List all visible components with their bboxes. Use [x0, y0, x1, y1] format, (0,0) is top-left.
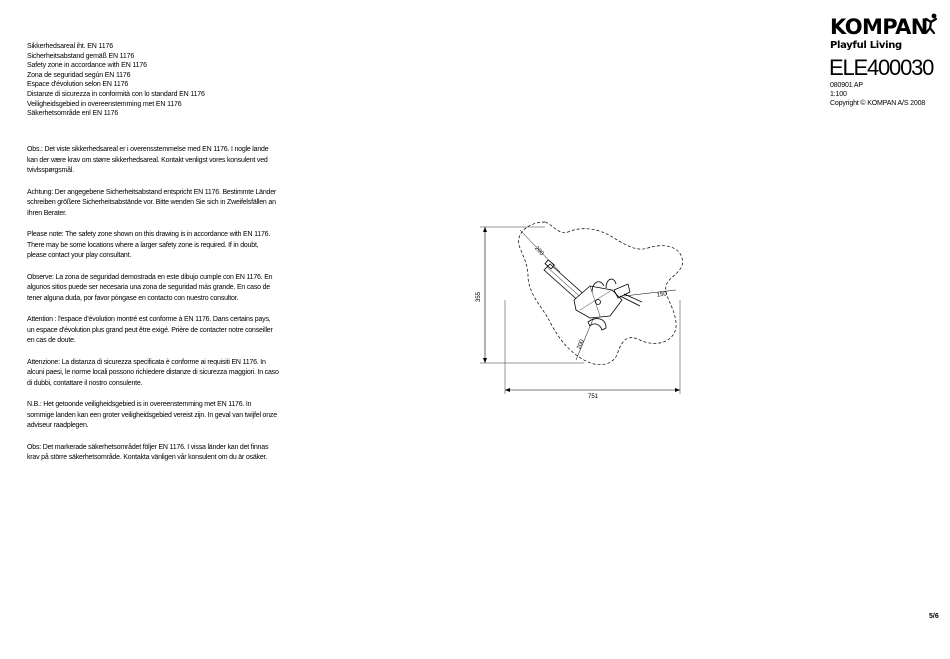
width-dimension-label: 751	[587, 394, 599, 400]
note-en: Please note: The safety zone shown on this drawing is in accordance with EN 1176. There may be some locations where a larger safety zone is required. If in doubt, please contact your play consultant.	[27, 231, 271, 259]
height-dimension	[480, 227, 584, 363]
note-it: Attenzione: La distanza di sicurezza specificata è conforme ai requisiti EN 1176. In alcuni paesi, le norme locali possono richiedere distanze di sicurezza maggiori. In caso di dubbi, contattare il nostro consulente.	[27, 358, 279, 387]
safety-zone-label-fr: Espace d'évolution selon EN 1176	[27, 81, 129, 89]
copyright-text: Copyright © KOMPAN A/S 2008	[830, 99, 926, 107]
logo-text: KOMPAN	[830, 15, 928, 39]
note-fr: Attention : l'espace d'évolution montré est conforme à EN 1176. Dans certains pays, un espace d'évolution plus grand peut être exigé. Prière de contacter notre conseiller en cas de doute.	[27, 316, 273, 344]
brand-tagline: Playful Living	[830, 40, 902, 51]
note-da: Obs.: Det viste sikkerhedsareal er i overensstemmelse med EN 1176. I nogle lande kan der være krav om større sikkerhedsareal. Kontakt venligst vores konsulent ved tvivlsspørgsmål.	[27, 146, 269, 174]
safety-zone-label-nl: Veiligheidsgebied in overeenstemming met EN 1176	[27, 100, 182, 108]
safety-zone-label-es: Zona de seguridad según EN 1176	[27, 71, 131, 79]
product-code: ELE400030	[829, 55, 934, 80]
radius-label-right: 150	[656, 291, 668, 299]
safety-zone-label-sv: Säkerhetsområde enl EN 1176	[27, 110, 119, 118]
note-de: Achtung: Der angegebene Sicherheitsabstand entspricht EN 1176. Bestimmte Länder schreiben größere Sicherheitsabstände vor. Bitte wenden Sie sich in Zweifelsfällen an Ihren Berater.	[27, 188, 277, 217]
note-sv: Obs: Det markerade säkerhetsområdet följer EN 1176. I vissa länder kan det finnas krav på större säkerhetsområde. Kontakta vänligen vår konsulent om du är osäker.	[27, 443, 269, 461]
radius-label-top: 200	[533, 245, 545, 257]
scale-text: 1:100	[830, 90, 847, 98]
height-dimension-label: 355	[476, 291, 482, 303]
radius-label-bottom: 200	[576, 338, 586, 351]
revision-text: 080901 AP	[830, 82, 863, 89]
page-number: 5/6	[929, 613, 939, 620]
note-es: Observe: La zona de seguridad demostrada en este dibujo cumple con EN 1176. En algunos sitios puede ser necesaria una zona de seguridad más grande. En caso de tener alguna duda, por favor póngase en contacto con nuestro consultor.	[27, 273, 273, 302]
note-nl: N.B.: Het getoonde veiligheidsgebied is in overeenstemming met EN 1176. In sommige landen kan een groter veiligheidsgebied vereist zijn. In geval van twijfel onze adviseur raadplegen.	[27, 401, 277, 429]
safety-zone-label-en: Safety zone in accordance with EN 1176	[27, 62, 147, 70]
safety-zone-label-da: Sikkerhedsareal iht. EN 1176	[27, 43, 113, 50]
safety-zone-label-it: Distanze di sicurezza in conformità con lo standard EN 1176	[27, 90, 205, 98]
safety-zone-label-de: Sicherheitsabstand gemäß EN 1176	[27, 52, 135, 60]
